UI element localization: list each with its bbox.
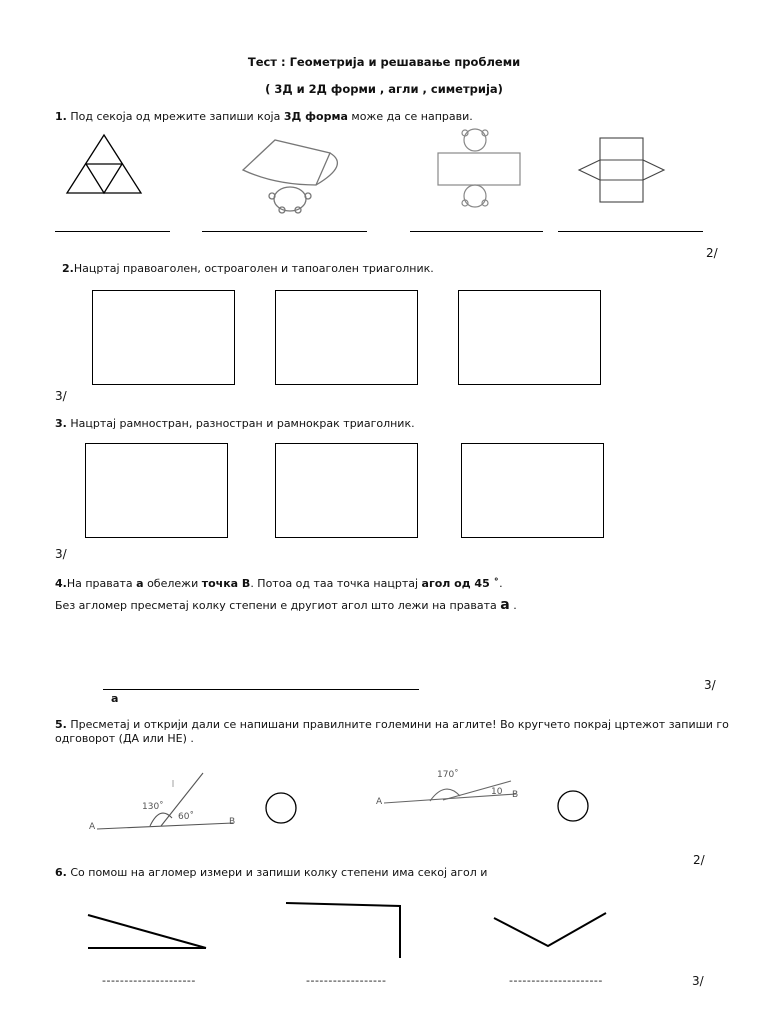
question-5-text: Пресметај и открији дали се напишани правилните големини на аглите! Во кругчето покрај цртежот запиши го bbox=[66, 718, 729, 731]
question-2 bbox=[62, 262, 434, 275]
question-4-text-5: . Потоа од таа точка нацртај bbox=[250, 577, 422, 590]
fig1-point-b: B bbox=[229, 817, 236, 827]
question-4-text-2: а bbox=[136, 577, 144, 590]
fig2-point-a: A bbox=[376, 797, 383, 807]
question-1-text-a: Под секоја од мрежите запиши која bbox=[66, 110, 284, 123]
question-1-text-b: 3Д форма bbox=[283, 110, 348, 123]
fig2-point-b: B bbox=[512, 790, 519, 800]
question-3-score: 3/ bbox=[55, 547, 67, 561]
question-6-score: 3/ bbox=[692, 974, 704, 988]
cylinder-net bbox=[438, 129, 520, 207]
question-4-text-4: точка В bbox=[201, 577, 251, 590]
question-4-score: 3/ bbox=[704, 678, 716, 692]
question-3-text: Нацртај рамностран, разностран и рамнокрак триаголник. bbox=[66, 417, 415, 430]
question-3 bbox=[55, 417, 415, 430]
tetrahedron-net bbox=[67, 135, 141, 193]
page-title: Тест : Геометрија и решавање проблеми bbox=[247, 55, 521, 69]
answer-dash-2[interactable]: ------------------ bbox=[306, 974, 387, 987]
fig1-big-angle: 130˚ bbox=[142, 802, 164, 812]
angle-1 bbox=[88, 915, 206, 948]
question-5 bbox=[55, 718, 729, 731]
page-subtitle: ( 3Д и 2Д форми , агли , симетрија) bbox=[265, 82, 503, 96]
cone-net bbox=[243, 140, 337, 213]
line-a-label: а bbox=[111, 692, 119, 705]
answer-circle-1 bbox=[266, 793, 296, 823]
question-2-score: 3/ bbox=[55, 389, 67, 403]
question-4-text-1: На правата bbox=[66, 577, 137, 590]
question-6-number: 6. bbox=[55, 866, 67, 879]
question-2-number: 2. bbox=[62, 262, 74, 275]
question-5-number: 5. bbox=[55, 718, 67, 731]
fig1-point-a: A bbox=[89, 822, 96, 832]
drawing-box-3c[interactable] bbox=[461, 443, 604, 538]
question-1-number: 1. bbox=[55, 110, 67, 123]
answer-line-3[interactable] bbox=[410, 231, 543, 232]
angle-figure-1 bbox=[97, 773, 236, 829]
question-2-text: Нацртај правоаголен, остроаголен и тапоаголен триаголник. bbox=[73, 262, 434, 275]
answer-dash-1[interactable]: --------------------- bbox=[102, 974, 196, 987]
question-4 bbox=[55, 577, 503, 590]
question-5-score: 2/ bbox=[693, 853, 705, 867]
question-3-number: 3. bbox=[55, 417, 67, 430]
question-4-number: 4. bbox=[55, 577, 67, 590]
drawing-box-3a[interactable] bbox=[85, 443, 228, 538]
question-4-line-2a: Без агломер пресметај колку степени е другиот агол што лежи на правата bbox=[55, 599, 501, 612]
fig2-small-angle: 10 bbox=[491, 787, 503, 797]
drawing-box-2b[interactable] bbox=[275, 290, 418, 385]
question-4-line-2 bbox=[55, 597, 517, 613]
angle-2 bbox=[286, 903, 400, 958]
line-a[interactable] bbox=[103, 689, 419, 690]
answer-line-1[interactable] bbox=[55, 231, 170, 232]
question-4-text-7: . bbox=[499, 577, 503, 590]
question-4-text-3: обележи bbox=[143, 577, 202, 590]
answer-line-4[interactable] bbox=[558, 231, 703, 232]
drawing-box-2a[interactable] bbox=[92, 290, 235, 385]
prism-net bbox=[579, 138, 664, 202]
question-6-text: Со помош на агломер измери и запиши колку степени има секој агол и bbox=[66, 866, 488, 879]
question-4-text-6: агол од 45 ˚ bbox=[421, 577, 500, 590]
answer-dash-3[interactable]: --------------------- bbox=[509, 974, 603, 987]
question-1-score: 2/ bbox=[706, 246, 718, 260]
question-4-line-2c: . bbox=[509, 599, 517, 612]
fig2-big-angle: 170˚ bbox=[437, 770, 459, 780]
question-1-text-c: може да се направи. bbox=[347, 110, 473, 123]
fig1-small-angle: 60˚ bbox=[178, 812, 194, 822]
drawing-box-3b[interactable] bbox=[275, 443, 418, 538]
drawing-box-2c[interactable] bbox=[458, 290, 601, 385]
angle-3 bbox=[494, 913, 606, 946]
question-5-line-2: одговорот (ДА или НЕ) . bbox=[55, 732, 194, 745]
question-6 bbox=[55, 866, 487, 879]
answer-circle-2 bbox=[558, 791, 588, 821]
answer-line-2[interactable] bbox=[202, 231, 367, 232]
question-4-line-2b: а bbox=[500, 597, 510, 613]
